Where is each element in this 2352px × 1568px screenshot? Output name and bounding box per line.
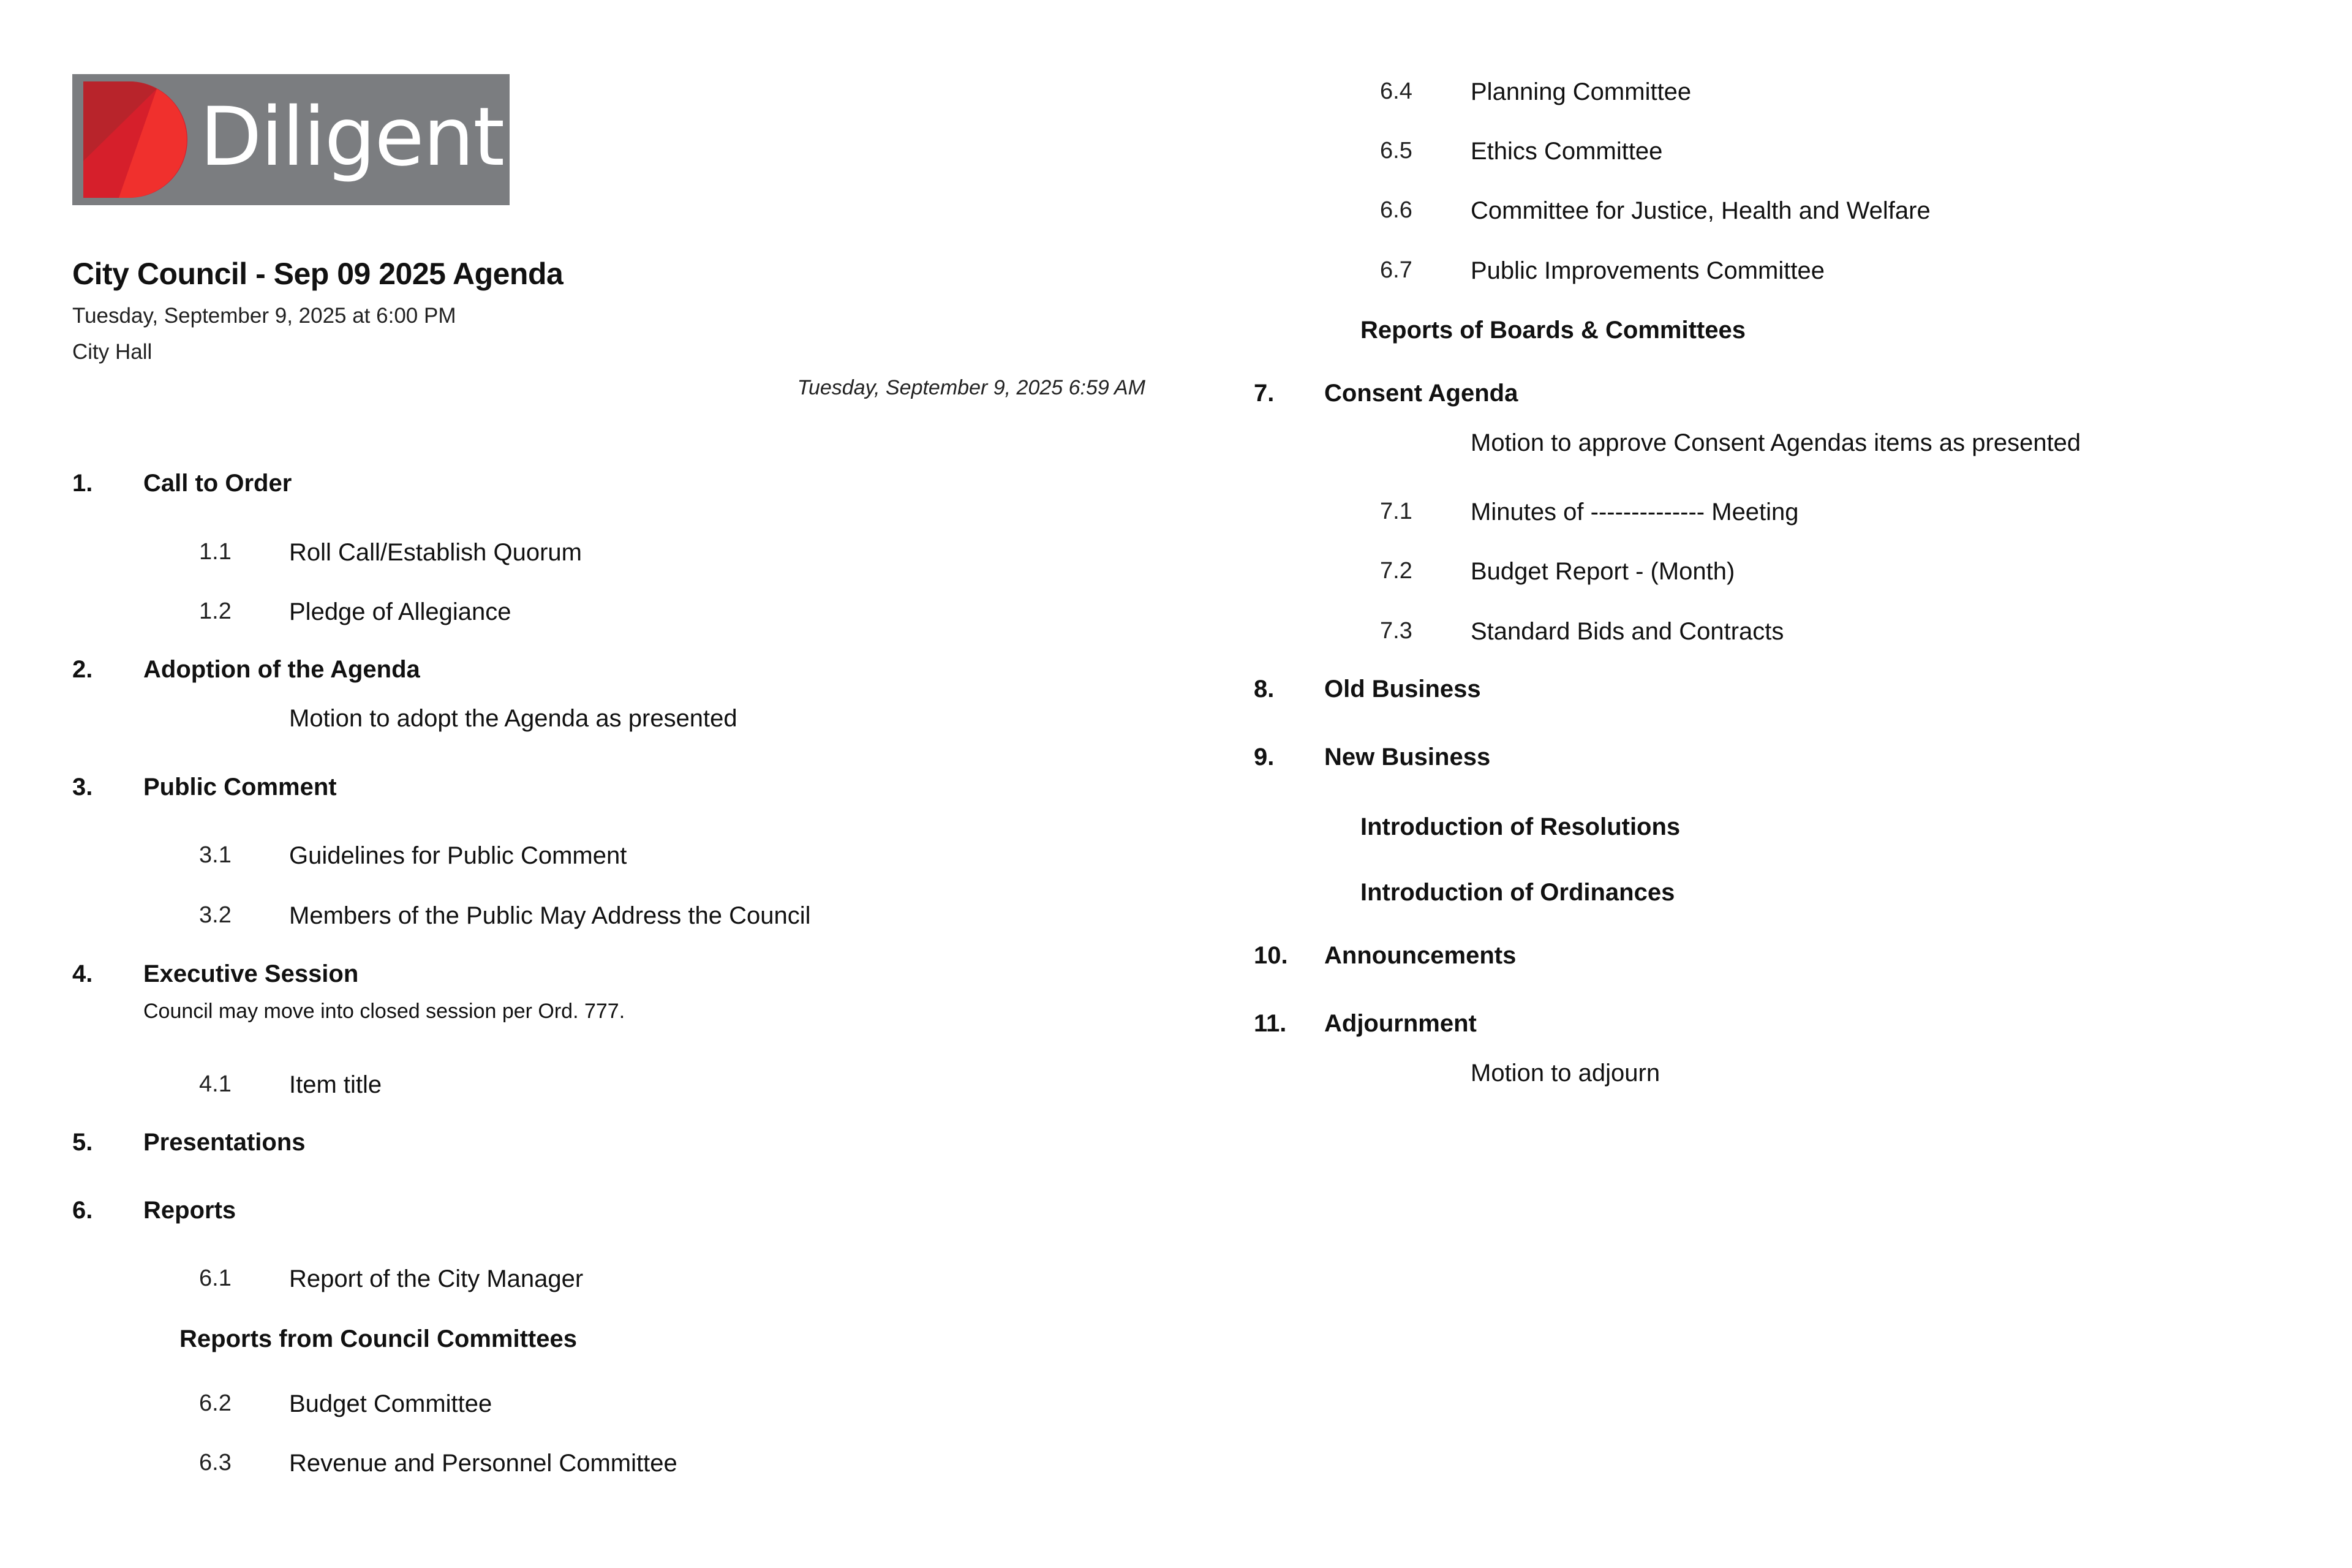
item-number: 6.4: [1380, 78, 1412, 104]
meeting-datetime: Tuesday, September 9, 2025 at 6:00 PM: [72, 304, 456, 328]
section-note: Council may move into closed session per Ord. 777.: [143, 1000, 625, 1023]
section-consent-agenda: Consent Agenda: [1324, 380, 1518, 407]
item-minutes: Minutes of -------------- Meeting: [1471, 499, 1799, 526]
section-executive-session: Executive Session: [143, 960, 359, 987]
item-number: 7.3: [1380, 618, 1412, 644]
item-number: 6.1: [199, 1265, 232, 1291]
item-budget-committee: Budget Committee: [289, 1390, 492, 1417]
section-number: 7.: [1254, 380, 1275, 407]
item-ethics-committee: Ethics Committee: [1471, 138, 1663, 165]
item-number: 6.5: [1380, 138, 1412, 164]
section-adjournment: Adjournment: [1324, 1010, 1477, 1037]
section-public-comment: Public Comment: [143, 774, 337, 801]
item-title: Item title: [289, 1071, 382, 1098]
section-number: 1.: [72, 470, 93, 497]
item-pledge: Pledge of Allegiance: [289, 598, 511, 625]
meeting-location: City Hall: [72, 340, 153, 364]
page-title: City Council - Sep 09 2025 Agenda: [72, 257, 564, 291]
section-new-business: New Business: [1324, 744, 1491, 771]
section-number: 3.: [72, 774, 93, 801]
diligent-logo: [72, 74, 510, 205]
item-city-manager-report: Report of the City Manager: [289, 1265, 584, 1292]
item-revenue-personnel: Revenue and Personnel Committee: [289, 1450, 677, 1477]
motion-text: Motion to adopt the Agenda as presented: [289, 705, 737, 732]
item-number: 4.1: [199, 1071, 232, 1097]
item-planning-committee: Planning Committee: [1471, 78, 1692, 105]
diligent-d-logo-icon: [83, 81, 194, 198]
item-justice-health-welfare: Committee for Justice, Health and Welfare: [1471, 197, 1931, 224]
motion-text: Motion to approve Consent Agendas items as presented: [1471, 429, 2081, 456]
section-number: 8.: [1254, 676, 1275, 703]
item-roll-call: Roll Call/Establish Quorum: [289, 539, 582, 566]
subheading-council-committees: Reports from Council Committees: [179, 1325, 577, 1352]
section-number: 2.: [72, 656, 93, 683]
section-number: 9.: [1254, 744, 1275, 771]
section-announcements: Announcements: [1324, 942, 1517, 969]
item-number: 6.6: [1380, 197, 1412, 223]
item-budget-report: Budget Report - (Month): [1471, 558, 1735, 585]
section-old-business: Old Business: [1324, 676, 1481, 703]
item-guidelines: Guidelines for Public Comment: [289, 842, 627, 869]
section-number: 6.: [72, 1197, 93, 1224]
item-number: 7.1: [1380, 499, 1412, 524]
item-number: 3.1: [199, 842, 232, 868]
item-number: 7.2: [1380, 558, 1412, 584]
item-public-improvements: Public Improvements Committee: [1471, 257, 1825, 284]
section-reports: Reports: [143, 1197, 236, 1224]
section-number: 11.: [1254, 1010, 1287, 1037]
section-number: 10.: [1254, 942, 1288, 969]
section-number: 4.: [72, 960, 93, 987]
printed-timestamp: Tuesday, September 9, 2025 6:59 AM: [797, 376, 1145, 399]
section-presentations: Presentations: [143, 1129, 306, 1156]
item-public-address: Members of the Public May Address the Council: [289, 902, 811, 929]
item-number: 6.7: [1380, 257, 1412, 283]
section-adoption-of-agenda: Adoption of the Agenda: [143, 656, 420, 683]
subheading-ordinances: Introduction of Ordinances: [1360, 879, 1675, 906]
item-number: 1.1: [199, 539, 232, 565]
subheading-resolutions: Introduction of Resolutions: [1360, 813, 1681, 840]
subheading-boards-committees: Reports of Boards & Committees: [1360, 317, 1746, 344]
item-number: 6.3: [199, 1450, 232, 1476]
logo-brand-text: Diligent: [200, 90, 504, 184]
section-number: 5.: [72, 1129, 93, 1156]
item-bids-contracts: Standard Bids and Contracts: [1471, 618, 1784, 645]
item-number: 3.2: [199, 902, 232, 928]
section-call-to-order: Call to Order: [143, 470, 292, 497]
item-number: 6.2: [199, 1390, 232, 1416]
motion-text: Motion to adjourn: [1471, 1060, 1660, 1087]
item-number: 1.2: [199, 598, 232, 624]
